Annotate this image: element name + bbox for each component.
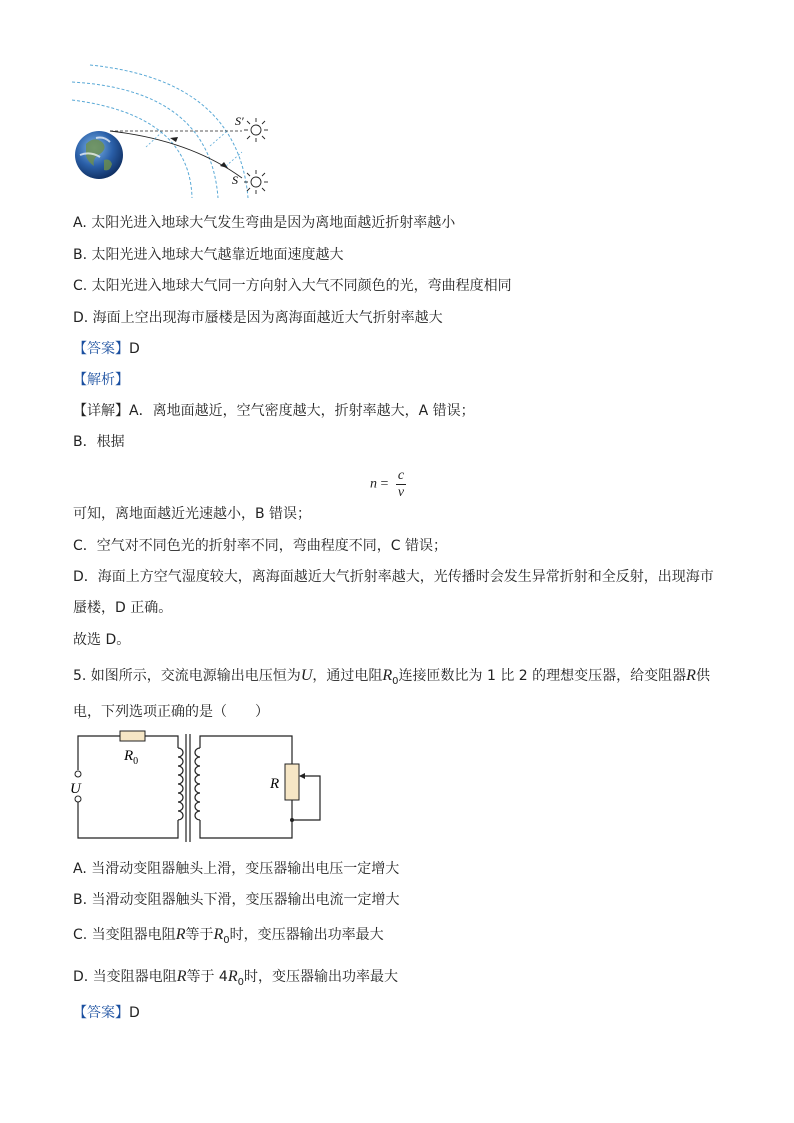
q4-detail-c: C．空气对不同色光的折射率不同，弯曲程度不同，C 错误； bbox=[73, 538, 447, 554]
opt-d-text-1: D. 当变阻器电阻 bbox=[73, 969, 177, 985]
q5-answer-value: D bbox=[129, 1005, 140, 1021]
sun-icon-real bbox=[244, 170, 268, 194]
q5-stem-line1 bbox=[73, 667, 710, 691]
label-u: U bbox=[70, 781, 81, 797]
q5-option-d bbox=[73, 968, 398, 992]
answer-tag: 【答案】 bbox=[73, 341, 129, 357]
q5-option-b: B. 当滑动变阻器触头下滑，变压器输出电流一定增大 bbox=[73, 892, 400, 908]
opt-c-text-3: 时，变压器输出功率最大 bbox=[229, 927, 384, 943]
opt-c-text-2: 等于 bbox=[185, 927, 214, 943]
junction-dot bbox=[290, 818, 294, 822]
q4-detail-b-intro: B．根据 bbox=[73, 434, 125, 450]
q5-stem-line2: 电，下列选项正确的是（ ） bbox=[73, 704, 269, 720]
q4-detail-b-conclusion: 可知，离地面越近光速越小，B 错误； bbox=[73, 506, 312, 522]
formula-eq: = bbox=[377, 476, 392, 492]
primary-coil bbox=[178, 748, 183, 820]
label-s-prime: S′ bbox=[235, 114, 244, 128]
rheostat-r bbox=[285, 764, 299, 800]
stem-sub-0: 0 bbox=[392, 675, 399, 687]
slider-arrow bbox=[299, 773, 305, 779]
q5-answer-tag: 【答案】 bbox=[73, 1005, 129, 1021]
q4-detail-d-line1: D．海面上方空气湿度较大，离海面越近大气折射率越大，光传播时会发生异常折射和全反射，出现海市 bbox=[73, 569, 714, 585]
q4-option-c: C. 太阳光进入地球大气同一方向射入大气不同颜色的光，弯曲程度相同 bbox=[73, 278, 512, 294]
q4-option-b: B. 太阳光进入地球大气越靠近地面速度越大 bbox=[73, 247, 344, 263]
opt-c-var-r: R bbox=[175, 926, 186, 943]
label-s: S bbox=[232, 173, 238, 187]
stem-text-1: 5. 如图所示，交流电源输出电压恒为 bbox=[73, 668, 301, 684]
formula-lhs: n bbox=[370, 476, 377, 492]
ray-arrow-2 bbox=[170, 137, 178, 142]
terminal-top bbox=[75, 771, 81, 777]
stem-var-u: U bbox=[300, 667, 313, 684]
transformer-circuit bbox=[70, 728, 330, 846]
detail-a-text: A．离地面越近，空气密度越大，折射率越大，A 错误； bbox=[129, 403, 475, 419]
opt-c-text-1: C. 当变阻器电阻 bbox=[73, 927, 176, 943]
secondary-wire-bottom bbox=[200, 800, 292, 838]
normal-mark-2 bbox=[146, 132, 162, 147]
opt-d-text-2: 等于 4 bbox=[186, 969, 228, 985]
q5-option-c bbox=[73, 926, 384, 950]
q4-answer bbox=[73, 340, 140, 358]
opt-d-var-r: R bbox=[176, 968, 187, 985]
stem-text-2: ，通过电阻 bbox=[312, 668, 383, 684]
refraction-formula bbox=[370, 468, 406, 501]
stem-text-3: 连接匝数比为 1 比 2 的理想变压器，给变阻器 bbox=[398, 668, 687, 684]
detail-tag: 【详解】 bbox=[73, 403, 129, 419]
primary-wire-top-right bbox=[145, 736, 178, 748]
stem-text-4: 供 bbox=[695, 668, 710, 684]
label-r: R bbox=[270, 776, 280, 792]
q4-detail-d-line2: 蜃楼，D 正确。 bbox=[73, 600, 173, 616]
q4-option-a: A. 太阳光进入地球大气发生弯曲是因为离地面越近折射率越小 bbox=[73, 215, 456, 231]
opt-d-var-r0: R bbox=[227, 968, 238, 985]
opt-c-sub-0: 0 bbox=[223, 934, 230, 946]
stem-var-r: R bbox=[686, 667, 696, 684]
opt-d-sub-0: 0 bbox=[237, 976, 244, 988]
stem-var-r0: R bbox=[382, 667, 393, 684]
q4-detail-a bbox=[73, 402, 475, 420]
answer-value: D bbox=[129, 341, 140, 357]
secondary-wire-top bbox=[200, 736, 292, 764]
refraction-figure bbox=[70, 60, 280, 200]
opt-d-text-3: 时，变压器输出功率最大 bbox=[243, 969, 398, 985]
primary-wire-top bbox=[78, 736, 120, 770]
q4-analysis-tag: 【解析】 bbox=[73, 372, 129, 388]
formula-fraction bbox=[396, 468, 406, 501]
sun-icon-apparent bbox=[244, 118, 268, 142]
q5-option-a: A. 当滑动变阻器触头上滑，变压器输出电压一定增大 bbox=[73, 861, 400, 877]
label-r0: $R_0$ bbox=[124, 748, 139, 767]
secondary-coil bbox=[195, 748, 200, 820]
formula-numerator: c bbox=[397, 468, 405, 483]
q4-detail-choose: 故选 D。 bbox=[73, 632, 131, 648]
formula-denominator: v bbox=[397, 485, 405, 500]
normal-mark-1 bbox=[210, 132, 226, 146]
q5-answer bbox=[73, 1004, 140, 1022]
primary-wire-bottom bbox=[78, 802, 178, 838]
q4-option-d: D. 海面上空出现海市蜃楼是因为离海面越近大气折射率越大 bbox=[73, 310, 443, 326]
opt-c-var-r0: R bbox=[213, 926, 224, 943]
resistor-r0 bbox=[120, 731, 145, 741]
